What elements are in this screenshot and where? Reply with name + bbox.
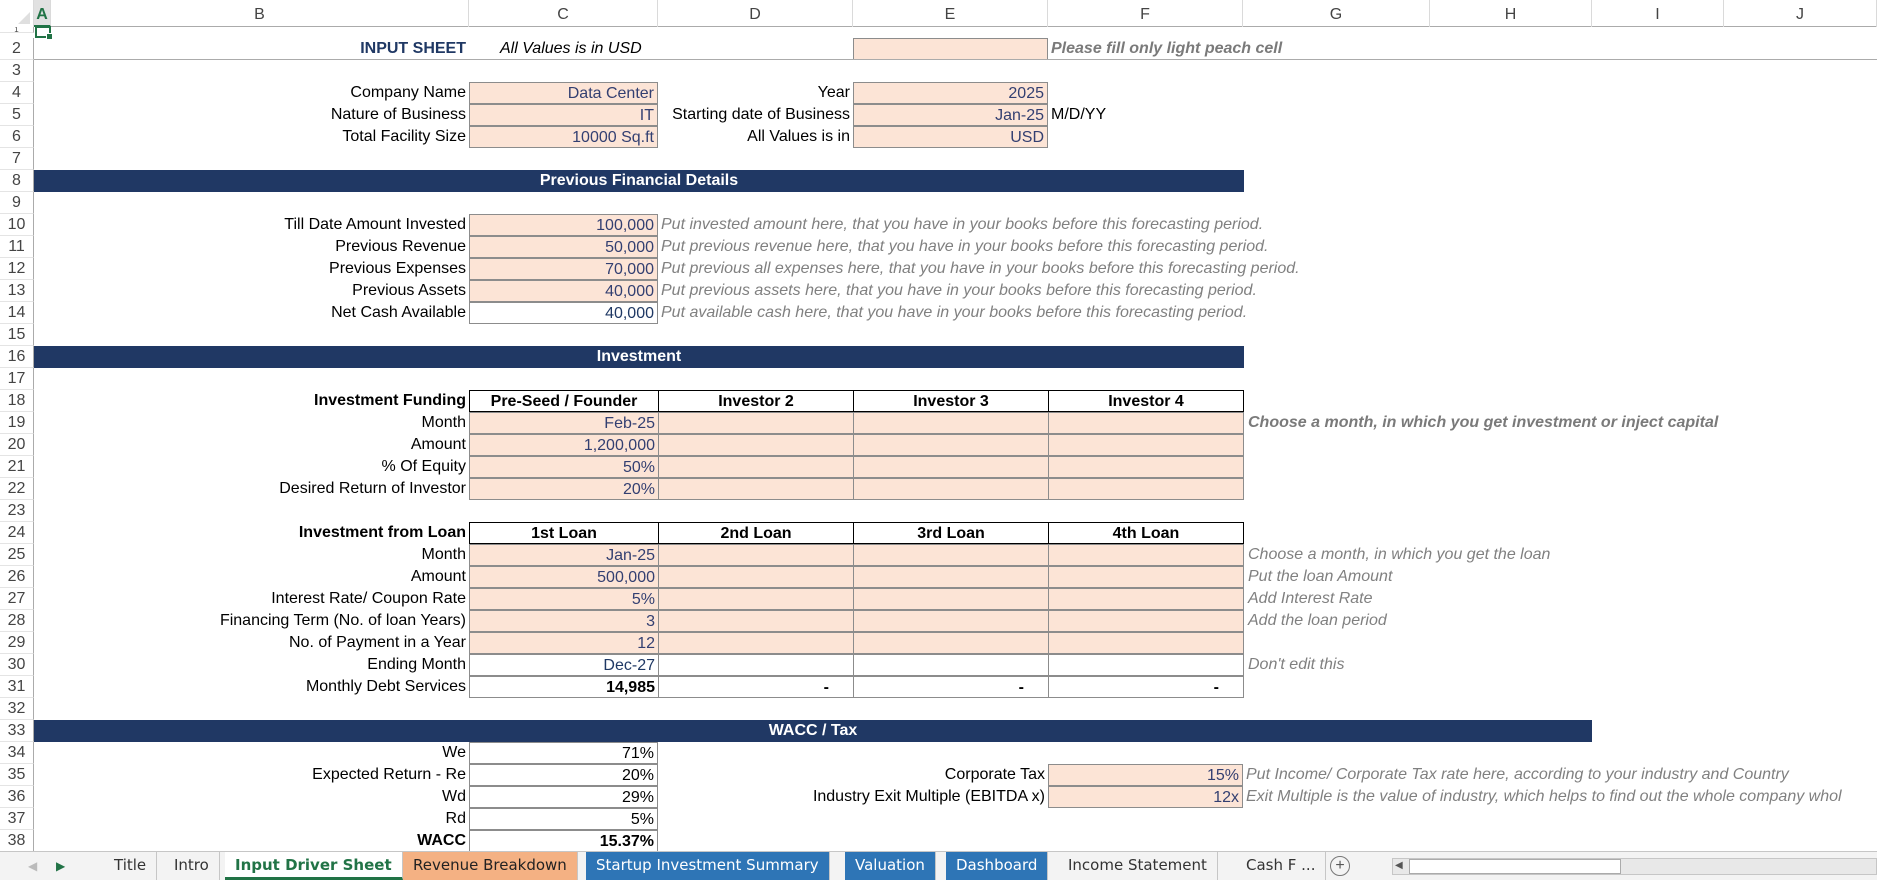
loan-cell[interactable]	[853, 544, 1049, 566]
row-header-27[interactable]: 27	[0, 588, 34, 610]
column-header-b[interactable]: B	[51, 0, 469, 27]
funding-cell-input[interactable]	[1048, 478, 1244, 500]
row-header-25[interactable]: 25	[0, 544, 34, 566]
previous-label: Till Date Amount Invested	[284, 216, 466, 233]
loan-cell: 14,985	[469, 676, 659, 698]
wacc-value: 20%	[469, 764, 658, 786]
sheet-tab-startup-investment-summary[interactable]: Startup Investment Summary	[586, 852, 830, 880]
loan-cell[interactable]	[1048, 544, 1244, 566]
sheet-tab-valuation[interactable]: Valuation	[845, 852, 936, 880]
loan-cell[interactable]	[853, 566, 1049, 588]
row-header-26[interactable]: 26	[0, 566, 34, 588]
row-header-3[interactable]: 3	[0, 60, 34, 82]
loan-cell[interactable]	[658, 610, 854, 632]
input-sheet-title: INPUT SHEET	[360, 40, 466, 57]
sheet-tab-dashboard[interactable]: Dashboard	[946, 852, 1048, 880]
company-name-label: Company Name	[350, 84, 466, 101]
loan-cell[interactable]	[1048, 588, 1244, 610]
currency-note: All Values is in USD	[500, 40, 642, 57]
wacc-value: 29%	[469, 786, 658, 808]
funding-row-label: Desired Return of Investor	[279, 480, 466, 497]
nature-label: Nature of Business	[330, 106, 466, 123]
row-header-18[interactable]: 18	[0, 390, 34, 412]
funding-header-4: Investor 4	[1048, 390, 1244, 412]
previous-value-input[interactable]: 100,000	[469, 214, 658, 236]
loan-header-3: 3rd Loan	[853, 522, 1049, 544]
loan-cell[interactable]	[1048, 610, 1244, 632]
funding-cell-input[interactable]: 50%	[469, 456, 659, 478]
column-header-i[interactable]: I	[1592, 0, 1724, 27]
previous-label: Previous Revenue	[335, 238, 466, 255]
loan-header-4: 4th Loan	[1048, 522, 1244, 544]
loan-cell[interactable]	[1048, 566, 1244, 588]
loan-cell[interactable]: Jan-25	[469, 544, 659, 566]
column-header-f[interactable]: F	[1048, 0, 1243, 27]
wacc-label: WACC	[417, 832, 466, 849]
funding-cell-input[interactable]	[658, 434, 854, 456]
values-in-label: All Values is in	[747, 128, 850, 145]
row-header-2[interactable]: 2	[0, 38, 34, 60]
sheet-tab-input-driver-sheet[interactable]: Input Driver Sheet	[225, 852, 403, 880]
previous-note: Put previous revenue here, that you have in your books before this forecasting period.	[661, 238, 1269, 255]
row-header-29[interactable]: 29	[0, 632, 34, 654]
loan-cell[interactable]	[853, 610, 1049, 632]
wacc-value: 71%	[469, 742, 658, 764]
row-header-11[interactable]: 11	[0, 236, 34, 258]
corporate-tax-note: Put Income/ Corporate Tax rate here, according to your industry and Country	[1246, 766, 1789, 783]
previous-note: Put previous assets here, that you have in your books before this forecasting period.	[661, 282, 1257, 299]
loan-cell[interactable]	[1048, 632, 1244, 654]
year-label: Year	[817, 84, 850, 101]
exit-multiple-input[interactable]: 12x	[1048, 786, 1243, 808]
section-band-wacc-tax: WACC / Tax	[34, 720, 1592, 742]
sheet-tab-intro[interactable]: Intro	[164, 852, 220, 880]
loan-row-label: Financing Term (No. of loan Years)	[219, 612, 466, 629]
loan-header-1: 1st Loan	[469, 522, 659, 544]
wacc-label: Wd	[442, 788, 466, 805]
funding-row-label: Amount	[410, 436, 466, 453]
section-band-previous-financial: Previous Financial Details	[34, 170, 1244, 192]
loan-row-label: Interest Rate/ Coupon Rate	[271, 590, 466, 607]
funding-cell-input[interactable]: Feb-25	[469, 412, 659, 434]
row-header-30[interactable]: 30	[0, 654, 34, 676]
previous-note: Put previous all expenses here, that you have in your books before this forecasting period.	[661, 260, 1300, 277]
column-header-j[interactable]: J	[1724, 0, 1877, 27]
funding-cell-input[interactable]	[658, 412, 854, 434]
funding-cell-input[interactable]: 20%	[469, 478, 659, 500]
funding-cell-input[interactable]	[853, 434, 1049, 456]
row-header-32[interactable]: 32	[0, 698, 34, 720]
horizontal-scrollbar[interactable]	[1392, 858, 1877, 875]
row-header-31[interactable]: 31	[0, 676, 34, 698]
row-header-34[interactable]: 34	[0, 742, 34, 764]
row-header-28[interactable]: 28	[0, 610, 34, 632]
exit-multiple-label: Industry Exit Multiple (EBITDA x)	[812, 788, 1045, 805]
row-header-6[interactable]: 6	[0, 126, 34, 148]
funding-cell-input[interactable]	[1048, 434, 1244, 456]
sheet-tab-cash-f[interactable]: Cash F ...	[1236, 852, 1326, 880]
funding-header-1: Pre-Seed / Founder	[469, 390, 659, 412]
column-header-g[interactable]: G	[1243, 0, 1430, 27]
row-header-4[interactable]: 4	[0, 82, 34, 104]
prev-sheet-button[interactable]: ◀	[28, 859, 38, 873]
loan-cell[interactable]	[853, 588, 1049, 610]
previous-label: Previous Expenses	[329, 260, 466, 277]
investment-loan-title: Investment from Loan	[298, 524, 466, 541]
previous-value-input[interactable]: 50,000	[469, 236, 658, 258]
sheet-tab-bar	[0, 851, 1877, 880]
loan-cell[interactable]: 500,000	[469, 566, 659, 588]
row-header-7[interactable]: 7	[0, 148, 34, 170]
loan-row-label: Month	[421, 546, 466, 563]
column-header-bar	[0, 0, 1877, 27]
row-header-9[interactable]: 9	[0, 192, 34, 214]
loan-cell[interactable]: 3	[469, 610, 659, 632]
row-header-10[interactable]: 10	[0, 214, 34, 236]
wacc-label: We	[442, 744, 466, 761]
previous-label: Net Cash Available	[331, 304, 466, 321]
loan-cell[interactable]	[853, 632, 1049, 654]
column-header-a[interactable]: A	[34, 0, 51, 27]
loan-cell: -	[853, 676, 1049, 698]
loan-cell[interactable]	[658, 544, 854, 566]
sheet-tab-revenue-breakdown[interactable]: Revenue Breakdown	[403, 852, 578, 880]
loan-cell[interactable]	[658, 632, 854, 654]
column-header-d[interactable]: D	[658, 0, 853, 27]
funding-cell-input[interactable]	[658, 478, 854, 500]
row-header-12[interactable]: 12	[0, 258, 34, 280]
funding-cell-input[interactable]	[853, 478, 1049, 500]
loan-header-2: 2nd Loan	[658, 522, 854, 544]
date-format-hint: M/D/YY	[1051, 106, 1107, 123]
row-header-14[interactable]: 14	[0, 302, 34, 324]
loan-cell	[853, 654, 1049, 676]
wacc-value: 5%	[469, 808, 658, 830]
corporate-tax-input[interactable]: 15%	[1048, 764, 1243, 786]
previous-note: Put available cash here, that you have in your books before this forecasting period.	[661, 304, 1248, 321]
previous-label: Previous Assets	[352, 282, 466, 299]
exit-multiple-note: Exit Multiple is the value of industry, which helps to find out the whole company whol	[1246, 788, 1842, 805]
loan-row-label: Ending Month	[367, 656, 466, 673]
row-header-13[interactable]: 13	[0, 280, 34, 302]
previous-value-input[interactable]: 70,000	[469, 258, 658, 280]
loan-note: Choose a month, in which you get the loan	[1248, 546, 1551, 563]
funding-cell-input[interactable]	[853, 412, 1049, 434]
funding-cell-input[interactable]	[658, 456, 854, 478]
loan-cell[interactable]: 5%	[469, 588, 659, 610]
funding-cell-input[interactable]	[853, 456, 1049, 478]
loan-cell	[658, 654, 854, 676]
previous-value-input[interactable]: 40,000	[469, 280, 658, 302]
loan-cell: -	[658, 676, 854, 698]
previous-value-input: 40,000	[469, 302, 658, 324]
previous-note: Put invested amount here, that you have in your books before this forecasting period.	[661, 216, 1264, 233]
funding-note: Choose a month, in which you get investment or inject capital	[1248, 414, 1719, 431]
select-all-corner[interactable]	[0, 0, 34, 27]
section-band-investment: Investment	[34, 346, 1244, 368]
loan-cell	[1048, 654, 1244, 676]
row-header-21[interactable]: 21	[0, 456, 34, 478]
start-date-label: Starting date of Business	[672, 106, 850, 123]
funding-cell-input[interactable]	[1048, 412, 1244, 434]
row-header-38[interactable]: 38	[0, 830, 34, 852]
row-header-24[interactable]: 24	[0, 522, 34, 544]
row-header-19[interactable]: 19	[0, 412, 34, 434]
loan-note: Add the loan period	[1248, 612, 1387, 629]
wacc-value: 15.37%	[469, 830, 658, 852]
year-input[interactable]: 2025	[853, 82, 1048, 104]
row-header-22[interactable]: 22	[0, 478, 34, 500]
row-header-33[interactable]: 33	[0, 720, 34, 742]
loan-cell[interactable]	[658, 588, 854, 610]
active-cell-a1[interactable]	[35, 26, 51, 38]
loan-row-label: Monthly Debt Services	[305, 678, 466, 695]
facility-size-input[interactable]: 10000 Sq.ft	[469, 126, 658, 148]
company-name-input[interactable]: Data Center	[469, 82, 658, 104]
values-in-input[interactable]: USD	[853, 126, 1048, 148]
row-header-37[interactable]: 37	[0, 808, 34, 830]
column-header-c[interactable]: C	[469, 0, 658, 27]
row-header-8[interactable]: 8	[0, 170, 34, 192]
corporate-tax-label: Corporate Tax	[944, 766, 1045, 783]
next-sheet-button[interactable]: ▶	[56, 859, 66, 873]
row-header-17[interactable]: 17	[0, 368, 34, 390]
nature-input[interactable]: IT	[469, 104, 658, 126]
facility-size-label: Total Facility Size	[342, 128, 466, 145]
row-header-1[interactable]: 1	[0, 27, 34, 33]
loan-cell[interactable]	[658, 566, 854, 588]
sheet-tab-title[interactable]: Title	[104, 852, 157, 880]
loan-cell: -	[1048, 676, 1244, 698]
column-header-h[interactable]: H	[1430, 0, 1592, 27]
loan-row-label: Amount	[410, 568, 466, 585]
funding-row-label: Month	[421, 414, 466, 431]
row2-divider	[34, 59, 1877, 60]
row-header-23[interactable]: 23	[0, 500, 34, 522]
row-header-20[interactable]: 20	[0, 434, 34, 456]
row-header-16[interactable]: 16	[0, 346, 34, 368]
funding-cell-input[interactable]	[1048, 456, 1244, 478]
loan-note: Don't edit this	[1248, 656, 1345, 673]
wacc-label: Rd	[445, 810, 466, 827]
row-header-35[interactable]: 35	[0, 764, 34, 786]
scroll-left-icon[interactable]: ◀	[1395, 860, 1403, 871]
row-header-15[interactable]: 15	[0, 324, 34, 346]
funding-header-2: Investor 2	[658, 390, 854, 412]
funding-header-3: Investor 3	[853, 390, 1049, 412]
scrollbar-thumb[interactable]	[1409, 859, 1621, 874]
fill-note: Please fill only light peach cell	[1051, 40, 1283, 57]
column-header-e[interactable]: E	[853, 0, 1048, 27]
funding-cell-input[interactable]: 1,200,000	[469, 434, 659, 456]
investment-funding-title: Investment Funding	[314, 392, 466, 409]
loan-cell[interactable]: 12	[469, 632, 659, 654]
sheet-tab-income-statement[interactable]: Income Statement	[1058, 852, 1218, 880]
loan-note: Put the loan Amount	[1248, 568, 1393, 585]
loan-row-label: No. of Payment in a Year	[289, 634, 466, 651]
row-header-5[interactable]: 5	[0, 104, 34, 126]
funding-row-label: % Of Equity	[381, 458, 466, 475]
start-date-input[interactable]: Jan-25	[853, 104, 1048, 126]
wacc-label: Expected Return - Re	[312, 766, 466, 783]
loan-cell: Dec-27	[469, 654, 659, 676]
row-header-36[interactable]: 36	[0, 786, 34, 808]
loan-note: Add Interest Rate	[1248, 590, 1373, 607]
add-sheet-button[interactable]: +	[1330, 856, 1350, 876]
legend-peach-cell	[853, 38, 1048, 60]
